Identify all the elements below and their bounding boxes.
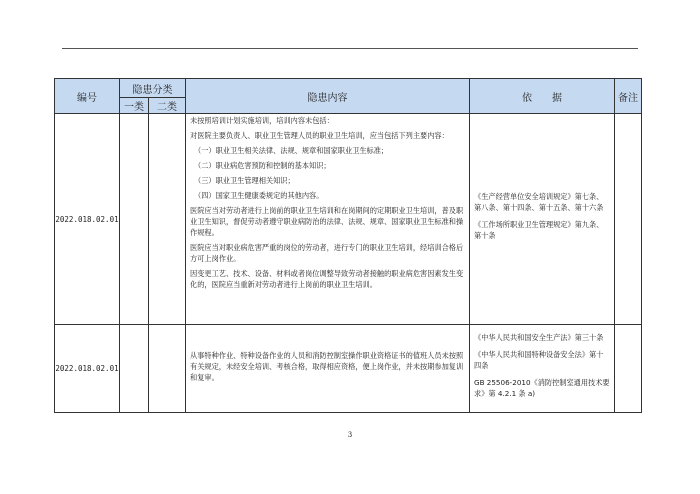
row-cat1	[120, 325, 149, 413]
header-basis: 依 据	[470, 79, 615, 114]
header-category: 隐患分类	[120, 79, 186, 98]
content-line: 医院应当对职业病危害严重的岗位的劳动者，进行专门的职业卫生培训，经培训合格后方可上岗作业。	[190, 243, 464, 263]
content-line: （三）职业卫生管理相关知识；	[194, 176, 295, 185]
row-cat2	[149, 114, 186, 325]
content-line: 医院应当对劳动者进行上岗前的职业卫生培训和在岗期间的定期职业卫生培训，普及职业卫生知识，督促劳动者遵守职业病防治的法律、法规、规章、国家职业卫生标准和操作规程。	[190, 206, 464, 237]
basis-line: 《中华人民共和国安全生产法》第三十条	[474, 333, 604, 342]
content-line: 对医院主要负责人、职业卫生管理人员的职业卫生培训，应当包括下列主要内容：	[190, 131, 449, 140]
row-note	[615, 325, 642, 413]
content-line: 从事特种作业、特种设备作业的人员和消防控制室操作职业资格证书的值班人员未按照有关规定，未经安全培训、考核合格，取得相应资格，便上岗作业，并未按期参加复训和复审。	[190, 350, 464, 382]
header-note: 备注	[615, 79, 642, 114]
hazard-table	[54, 78, 642, 413]
row-content	[186, 114, 470, 325]
content-line: （四）国家卫生健康委规定的其他内容。	[194, 191, 324, 200]
header-content: 隐患内容	[186, 79, 470, 114]
header-cat2: 二类	[149, 98, 186, 114]
header-id: 编号	[55, 79, 120, 114]
content-line: 因变更工艺、技术、设备、材料或者岗位调整导致劳动者接触的职业病危害因素发生变化的，医院应当重新对劳动者进行上岗前的职业卫生培训。	[190, 269, 464, 289]
table-row	[55, 114, 642, 325]
basis-line: 《工作场所职业卫生管理规定》第九条、第十条	[474, 220, 604, 240]
row-cat1	[120, 114, 149, 325]
row-id: 2022.018.02.01	[55, 114, 120, 325]
row-id: 2022.018.02.01	[55, 325, 120, 413]
row-basis	[470, 114, 615, 325]
content-line: （一）职业卫生相关法律、法规、规章和国家职业卫生标准；	[194, 146, 389, 155]
basis-line: 《生产经营单位安全培训规定》第七条、第八条、第十四条、第十五条、第十六条	[474, 192, 604, 212]
page-number: 3	[347, 431, 353, 439]
basis-line: GB 25506-2010《消防控制室通用技术要求》第 4.2.1 条 a)	[474, 378, 610, 398]
content-line: （二）职业病危害预防和控制的基本知识；	[194, 161, 331, 170]
row-cat2	[149, 325, 186, 413]
basis-line: 《中华人民共和国特种设备安全法》第十四条	[474, 350, 604, 370]
row-content	[186, 325, 470, 413]
row-note	[615, 114, 642, 325]
header-cat1: 一类	[120, 98, 149, 114]
row-basis	[470, 325, 615, 413]
content-line: 未按照培训计划实施培训，培训内容未包括：	[190, 116, 334, 125]
header-rule	[62, 48, 638, 49]
table-row	[55, 325, 642, 413]
